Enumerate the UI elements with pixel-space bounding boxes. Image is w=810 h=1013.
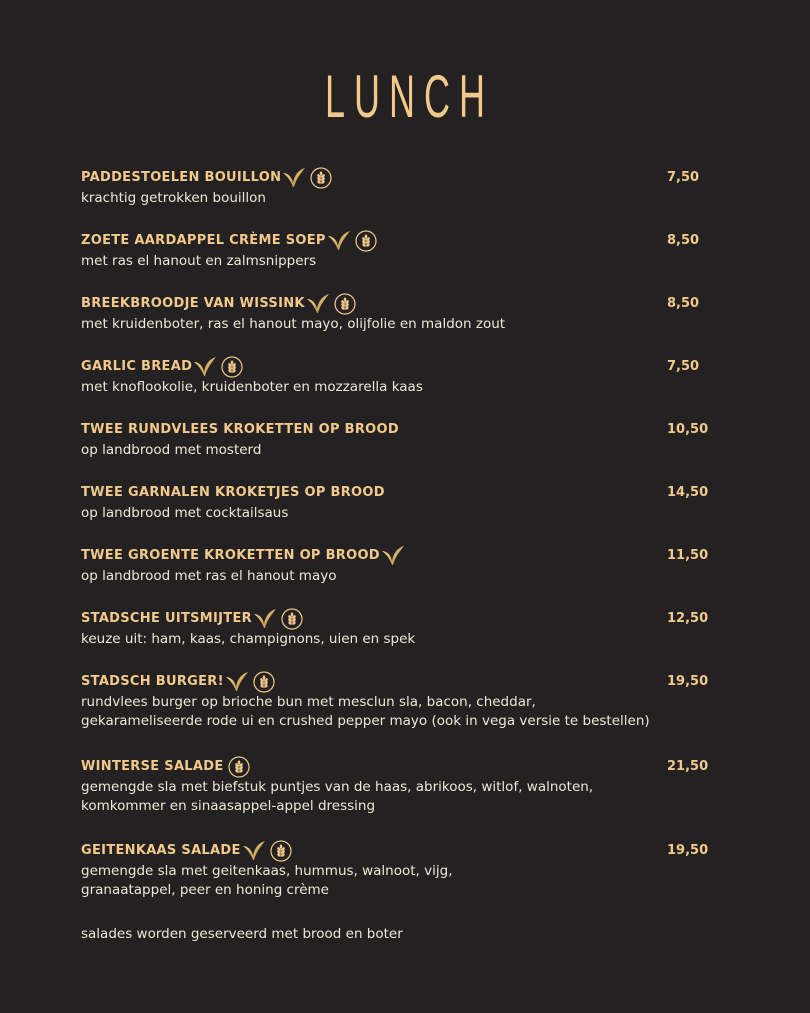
grain-icon: [281, 608, 303, 630]
menu-item-header: [81, 291, 731, 316]
menu-item-description: met kruidenboter, ras el hanout mayo, olijfolie en maldon zout: [81, 316, 506, 332]
menu-item-description: granaatappel, peer en honing crème: [81, 882, 329, 898]
leaf-icon: [242, 840, 266, 862]
menu-item-name: STADSCHE UITSMIJTER: [81, 611, 252, 626]
menu-item-price: 8,50: [667, 296, 700, 311]
menu-item-name: TWEE GARNALEN KROKETJES OP BROOD: [81, 485, 385, 500]
menu-item-description: gemengde sla met biefstuk puntjes van de haas, abrikoos, witlof, walnoten,: [81, 779, 594, 795]
menu-item: [81, 838, 731, 901]
menu-item-header: [81, 838, 731, 863]
menu-item-price: 7,50: [667, 359, 700, 374]
menu-item-name: WINTERSE SALADE: [81, 759, 224, 774]
menu-item-header: [81, 754, 731, 779]
leaf-icon: [253, 608, 277, 630]
menu-item-header: [81, 165, 731, 190]
menu-item: [81, 291, 731, 335]
menu-item-header: [81, 543, 731, 568]
menu-item: [81, 228, 731, 272]
menu-item: [81, 754, 731, 817]
menu-item-name: TWEE RUNDVLEES KROKETTEN OP BROOD: [81, 422, 399, 437]
menu-item-description: met ras el hanout en zalmsnippers: [81, 253, 317, 269]
menu-item-price: 8,50: [667, 233, 700, 248]
menu-item-header: [81, 669, 731, 694]
menu-item-description: gemengde sla met geitenkaas, hummus, walnoot, vijg,: [81, 863, 453, 879]
menu-item-header: [81, 480, 731, 505]
footer-note: salades worden geserveerd met brood en boter: [81, 926, 403, 942]
grain-icon: [253, 671, 275, 693]
leaf-icon: [381, 545, 405, 567]
grain-icon: [221, 356, 243, 378]
menu-item-price: 21,50: [667, 759, 709, 774]
menu-item: [81, 606, 731, 650]
menu-item-name: TWEE GROENTE KROKETTEN OP BROOD: [81, 548, 380, 563]
grain-icon: [310, 167, 332, 189]
menu-item-name: PADDESTOELEN BOUILLON: [81, 170, 282, 185]
menu-item-header: [81, 417, 731, 442]
grain-icon: [334, 293, 356, 315]
menu-item-description: met knoflookolie, kruidenboter en mozzarella kaas: [81, 379, 423, 395]
menu-item: [81, 543, 731, 587]
menu-item-price: 12,50: [667, 611, 709, 626]
menu-item-price: 19,50: [667, 843, 709, 858]
grain-icon: [355, 230, 377, 252]
leaf-icon: [193, 356, 217, 378]
menu-item-description: gekarameliseerde rode ui en crushed pepper mayo (ook in vega versie te bestellen): [81, 713, 650, 729]
menu-item-name: BREEKBROODJE VAN WISSINK: [81, 296, 305, 311]
menu-item: [81, 417, 731, 461]
menu-item: [81, 354, 731, 398]
menu-item-name: STADSCH BURGER!: [81, 674, 224, 689]
menu-item-price: 11,50: [667, 548, 709, 563]
leaf-icon: [225, 671, 249, 693]
leaf-icon: [327, 230, 351, 252]
grain-icon: [228, 756, 250, 778]
menu-item-price: 7,50: [667, 170, 700, 185]
menu-item-description: rundvlees burger op brioche bun met mesclun sla, bacon, cheddar,: [81, 694, 536, 710]
grain-icon: [270, 840, 292, 862]
menu-item-header: [81, 228, 731, 253]
menu-item-name: GEITENKAAS SALADE: [81, 843, 241, 858]
menu-item-header: [81, 354, 731, 379]
menu-item-description: op landbrood met mosterd: [81, 442, 262, 458]
menu-item: [81, 165, 731, 209]
menu-item-description: krachtig getrokken bouillon: [81, 190, 266, 206]
leaf-icon: [282, 167, 306, 189]
page-title: LUNCH: [324, 63, 495, 130]
menu-item-description: op landbrood met cocktailsaus: [81, 505, 289, 521]
menu-item-name: GARLIC BREAD: [81, 359, 193, 374]
menu-item: [81, 669, 731, 732]
menu-item: [81, 480, 731, 524]
leaf-icon: [306, 293, 330, 315]
menu-item-description: keuze uit: ham, kaas, champignons, uien en spek: [81, 631, 416, 647]
menu-item-price: 14,50: [667, 485, 709, 500]
menu-item-price: 10,50: [667, 422, 709, 437]
menu-item-name: ZOETE AARDAPPEL CRÈME SOEP: [81, 233, 326, 248]
menu-item-header: [81, 606, 731, 631]
menu-item-description: komkommer en sinaasappel-appel dressing: [81, 798, 376, 814]
menu-item-price: 19,50: [667, 674, 709, 689]
menu-item-description: op landbrood met ras el hanout mayo: [81, 568, 337, 584]
